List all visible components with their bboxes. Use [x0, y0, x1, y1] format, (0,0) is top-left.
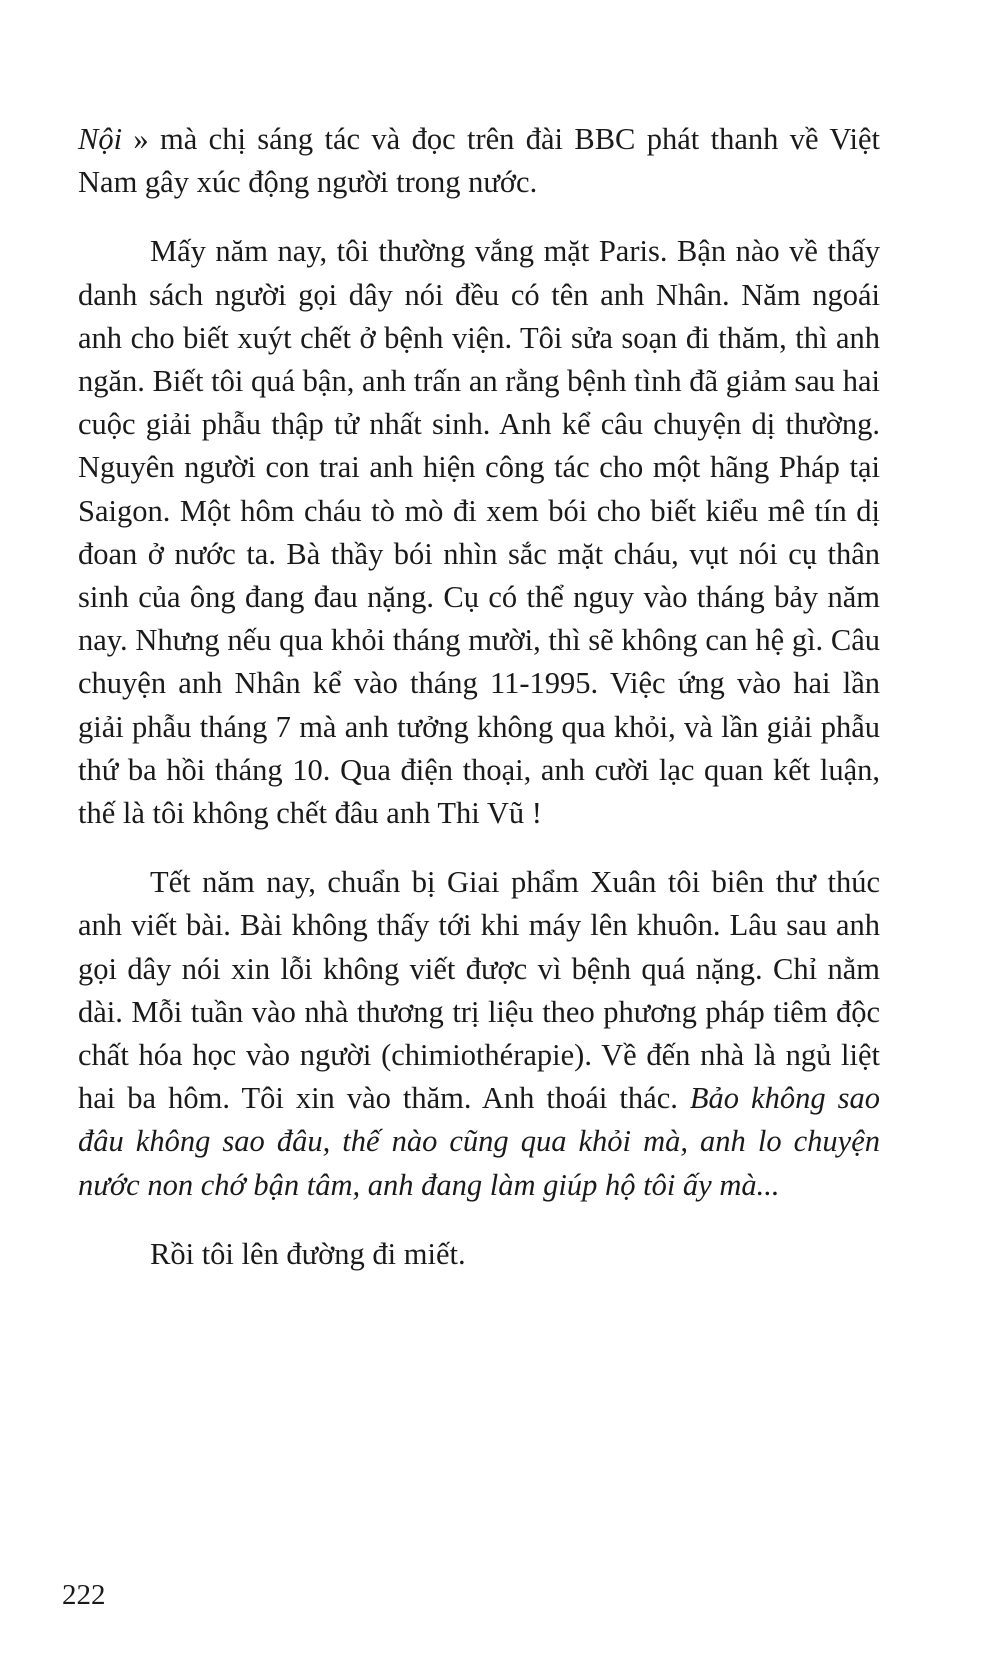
body-text	[78, 118, 880, 1276]
paragraph	[78, 1233, 880, 1276]
italic-quote: Bảo không sao đâu không sao đâu, thế nào cũng qua khỏi mà, anh lo chuyện nước non chớ bận tâm, anh đang làm giúp hộ tôi ấy mà...	[78, 1081, 880, 1202]
paragraph-text: » mà chị sáng tác và đọc trên đài BBC phát thanh về Việt Nam gây xúc động người trong nước.	[78, 122, 880, 200]
page-number: 222	[62, 1579, 106, 1611]
paragraph-continued	[78, 118, 880, 204]
paragraph-text: Mấy năm nay, tôi thường vắng mặt Paris. Bận nào về thấy danh sách người gọi dây nói đều có tên anh Nhân. Năm ngoái anh cho biết xuýt chết ở bệnh viện. Tôi sửa soạn đi thăm, thì anh ngăn. Biết tôi quá bận, anh trấn an rằng bệnh tình đã giảm sau hai cuộc giải phẫu thập tử nhất sinh. Anh kể câu chuyện dị thường. Nguyên người con trai anh hiện công tác cho một hãng Pháp tại Saigon. Một hôm cháu tò mò đi xem bói cho biết kiểu mê tín dị đoan ở nước ta. Bà thầy bói nhìn sắc mặt cháu, vụt nói cụ thân sinh của ông đang đau nặng. Cụ có thể nguy vào tháng bảy năm nay. Nhưng nếu qua khỏi tháng mười, thì sẽ không can hệ gì. Câu chuyện anh Nhân kể vào tháng 11-1995. Việc ứng vào hai lần giải phẫu tháng 7 mà anh tưởng không qua khỏi, và lần giải phẫu thứ ba hồi tháng 10. Qua điện thoại, anh cười lạc quan kết luận, thế là tôi không chết đâu anh Thi Vũ !	[78, 234, 880, 831]
paragraph	[78, 230, 880, 835]
italic-lead: Nội	[78, 122, 123, 156]
paragraph	[78, 861, 880, 1207]
paragraph-text: Rồi tôi lên đường đi miết.	[150, 1236, 466, 1271]
paragraph-text: Tết năm nay, chuẩn bị Giai phẩm Xuân tôi biên thư thúc anh viết bài. Bài không thấy tới khi máy lên khuôn. Lâu sau anh gọi dây nói xin lỗi không viết được vì bệnh quá nặng. Chỉ nằm dài. Mỗi tuần vào nhà thương trị liệu theo phương pháp tiêm độc chất hóa học vào người (chimiothérapie). Về đến nhà là ngủ liệt hai ba hôm. Tôi xin vào thăm. Anh thoái thác.	[78, 865, 880, 1116]
